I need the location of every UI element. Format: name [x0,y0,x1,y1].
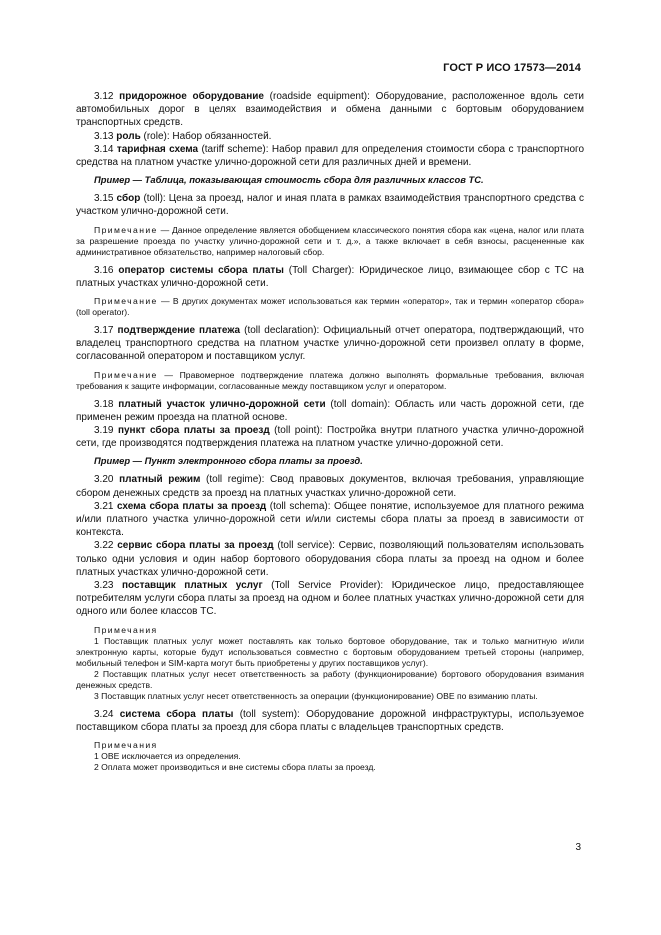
document-body [76,90,584,773]
term-3-21: 3.21 схема сбора платы за проезд (toll schema): Общее понятие, используемое для платного режима и/или платного участка улично-дорожной сети и/или системы сбора платы за проезд в зависимости от контекста. [76,500,584,539]
term-3-16: 3.16 оператор системы сбора платы (Toll Charger): Юридическое лицо, взимающее сбор с ТС на платных участках улично-дорожной сети. [76,264,584,289]
note-3-17: Примечание — Правомерное подтверждение платежа должно выполнять формальные требования, включая требования к защите информации, согласованные между поставщиком услуг и оператором. [76,369,584,391]
term-3-14: 3.14 тарифная схема (tariff scheme): Набор правил для определения стоимости сбора с транспортного средства на платном участке улично-дорожной сети для различных дней и времени. [76,143,585,169]
term-3-17: 3.17 подтверждение платежа (toll declaration): Официальный отчет оператора, подтверждающий, что владелец транспортного средства на платном участке улично-дорожной сети произвел оплату в форме, согласованной оператором и поставщиком услуг. [76,325,584,363]
term-3-18: 3.18 платный участок улично-дорожной сети (toll domain): Область или часть дорожной сети, где применен режим проезда на платной основе. [76,398,585,423]
term-3-19: 3.19 пункт сбора платы за проезд (toll point): Постройка внутри платного участка улично-дорожной сети, где производятся подтверждения платежа на платном участке улично-дорожной сети. [76,425,584,450]
example-3-14: Пример — Таблица, показывающая стоимость сбора для различных классов ТС. [94,174,484,186]
note-3-23-item-1: 1 Поставщик платных услуг может поставлять как только бортовое оборудование, так и только магнитную и/или электронную карты, которые будут использоваться совместно с бортовым оборудованием третьей стороны (например, мобильный телефон и SIM-карта могут быть приобретены у других поставщиков услуг). [76,635,584,668]
document-header: ГОСТ Р ИСО 17573—2014 [443,62,581,74]
term-3-12: 3.12 придорожное оборудование (roadside equipment): Оборудование, расположенное вдоль сети автомобильных дорог в целях взаимодействия и обмена данными с бортовым оборудованием транспортных средств. [76,91,584,129]
notes-title-3-24: Примечания [94,740,158,751]
term-3-13: 3.13 роль (role): Набор обязанностей. [94,130,272,142]
notes-title-3-23: Примечания [94,624,158,635]
note-3-23-item-3: 3 Поставщик платных услуг несет ответственность за операции (функционирование) ОВЕ по взиманию платы. [94,690,538,701]
note-3-24-item-1: 1 ОВЕ исключается из определения. [94,751,241,762]
note-3-24-item-2: 2 Оплата может производиться и вне системы сбора платы за проезд. [94,762,376,773]
page-number: 3 [575,842,581,853]
term-3-20: 3.20 платный режим (toll regime): Свод правовых документов, включая требования, управляющие сбором денежных средств за проезд на платных участках улично-дорожной сети. [76,474,585,499]
term-3-15: 3.15 сбор (toll): Цена за проезд, налог и иная плата в рамках взаимодействия транспортного средства с участком улично-дорожной сети. [76,193,584,218]
note-3-16: Примечание — В других документах может использоваться как термин «оператор», так и термин «оператор сбора» (toll operator). [76,296,584,318]
note-3-15: Примечание — Данное определение является обобщением классического понятия сбора как «цена, налог или плата за разрешение проезда по участку улично-дорожной сети и т. д.», а также включает в себя взносы, расцененные как административное обязательство, например налоговый сбор. [76,224,584,257]
term-3-23: 3.23 поставщик платных услуг (Toll Service Provider): Юридическое лицо, предоставляющее потребителям услуги сбора платы за проезд на одном и более платных участках улично-дорожной сети для одного или более классов ТС. [76,580,584,618]
example-3-19: Пример — Пункт электронного сбора платы за проезд. [94,455,363,467]
term-3-24: 3.24 система сбора платы (toll system): Оборудование дорожной инфраструктуры, используемое поставщиком сбора платы за проезд для сбора платы с владельцев транспортных средств. [76,708,585,733]
term-3-22: 3.22 сервис сбора платы за проезд (toll service): Сервис, позволяющий пользователям использовать только одни условия и один набор бортового оборудования сбора платы за проезд на одном и более платных участках улично-дорожной сети. [76,540,585,578]
note-3-23-item-2: 2 Поставщик платных услуг несет ответственность за работу (функционирование) бортового оборудования взимания денежных средств. [76,668,584,690]
